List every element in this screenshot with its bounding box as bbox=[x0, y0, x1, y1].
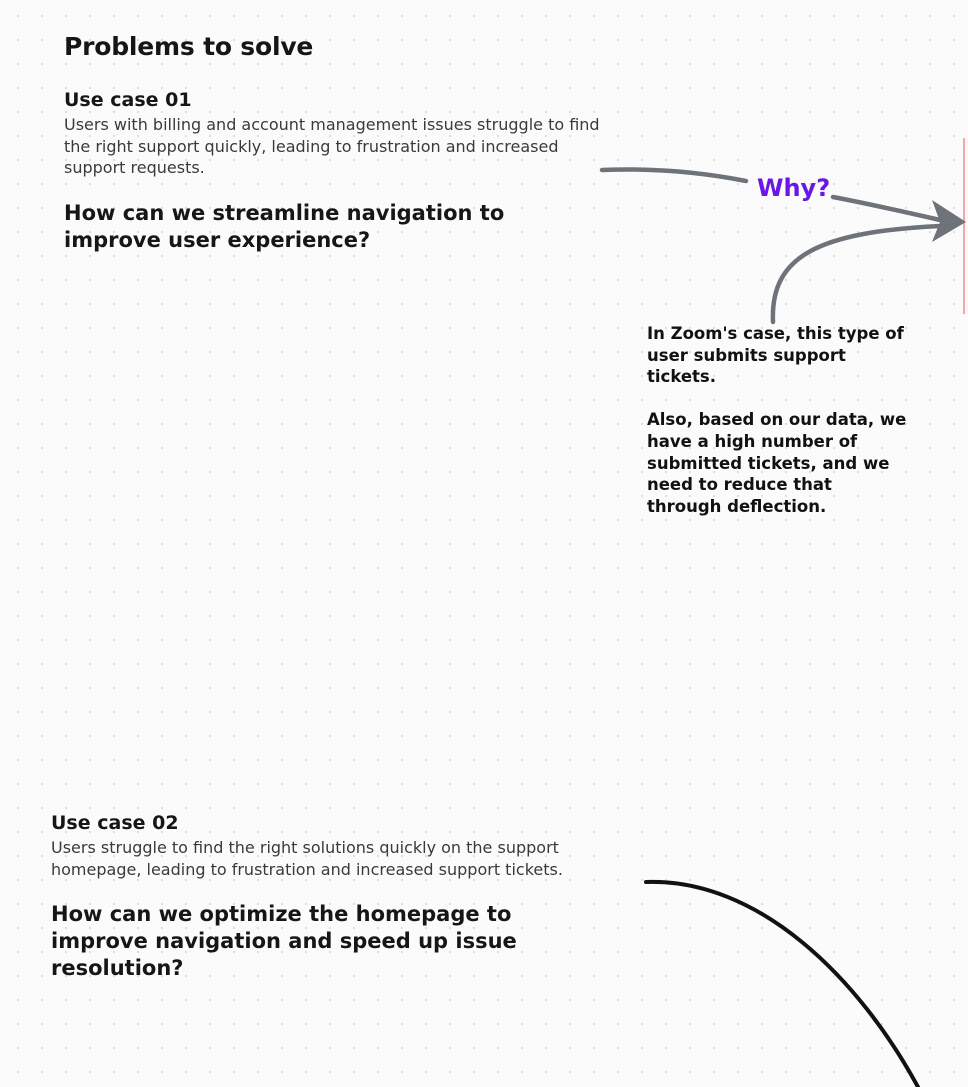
arrow-connector-icon bbox=[932, 200, 966, 242]
use-case-1-description: Users with billing and account management issues struggle to find the right support quickly, leading to frustration and increased support requests. bbox=[64, 115, 600, 177]
connector-to-why[interactable] bbox=[602, 169, 746, 181]
connector-why-to-card[interactable] bbox=[833, 197, 940, 220]
why-label[interactable]: Why? bbox=[757, 174, 831, 202]
use-case-1-question: How can we streamline navigation to improve user experience? bbox=[64, 201, 505, 252]
board-heading: Problems to solve bbox=[64, 32, 314, 61]
use-case-2-description: Users struggle to find the right solutions quickly on the support homepage, leading to frustration and increased support tickets. bbox=[51, 838, 563, 879]
offscreen-card-edge[interactable] bbox=[963, 138, 968, 314]
note-paragraph-2: Also, based on our data, we have a high number of submitted tickets, and we need to reduce that through deflection. bbox=[647, 410, 907, 516]
connector-use-case-2[interactable] bbox=[646, 882, 918, 1087]
use-case-2-question: How can we optimize the homepage to improve navigation and speed up issue resolution? bbox=[51, 902, 517, 980]
use-case-1-label: Use case 01 bbox=[64, 89, 192, 111]
use-case-2-label: Use case 02 bbox=[51, 812, 179, 834]
note-paragraph-1: In Zoom's case, this type of user submits support tickets. bbox=[647, 324, 904, 387]
connector-note-to-card[interactable] bbox=[773, 226, 940, 322]
sticky-note-text[interactable] bbox=[647, 323, 909, 517]
